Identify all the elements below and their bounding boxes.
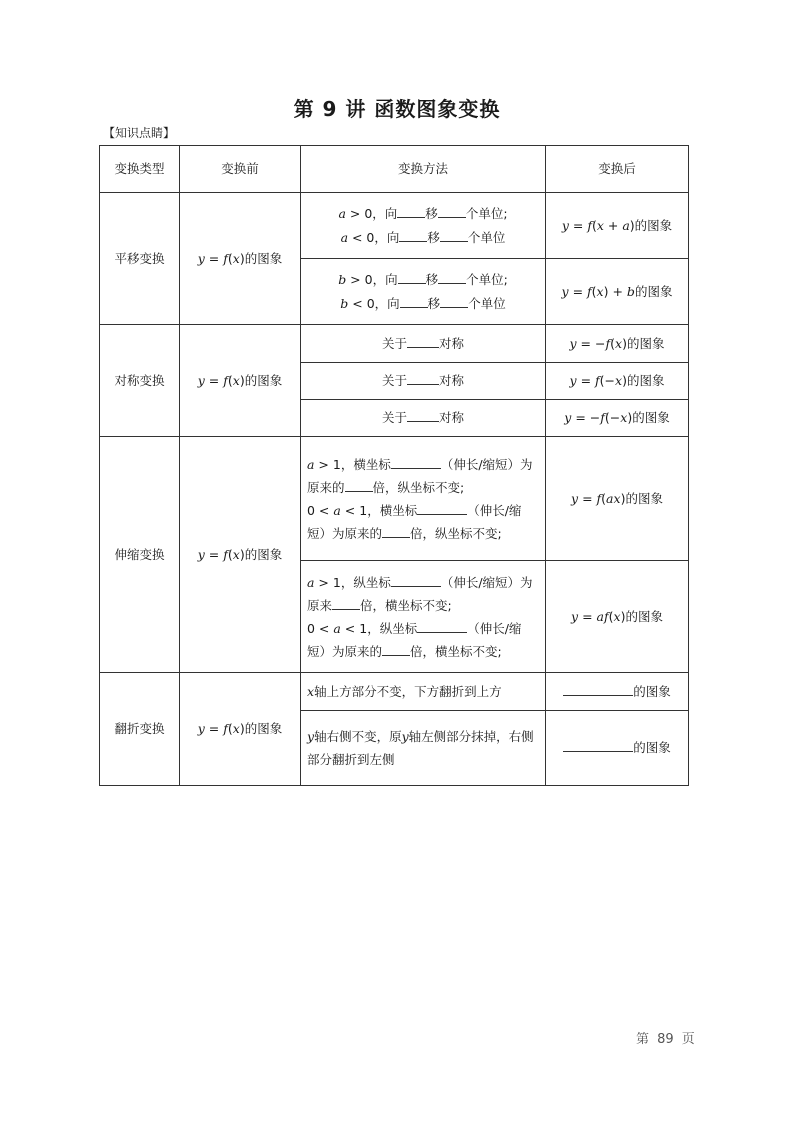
type-translation: 平移变换: [100, 193, 180, 325]
before-symmetry: y = f(x)的图象: [180, 325, 301, 437]
type-symmetry: 对称变换: [100, 325, 180, 437]
header-before: 变换前: [180, 146, 301, 193]
table-row: [100, 325, 689, 363]
after-symmetry-1: y = −f(x)的图象: [546, 325, 689, 363]
method-symmetry-2: 关于 对称: [301, 363, 546, 400]
after-symmetry-3: y = −f(−x)的图象: [546, 400, 689, 437]
method-symmetry-3: 关于 对称: [301, 400, 546, 437]
method-translation-vertical: b > 0，向 移 个单位; b < 0，向 移 个单位: [301, 259, 546, 325]
method-stretch-y: a > 1，纵坐标 （伸长/缩短）为原来 倍，横坐标不变; 0 < a < 1，纵坐标 （伸长/缩短）为原来的 倍，横坐标不变;: [301, 561, 546, 673]
after-stretch-x: y = f(ax)的图象: [546, 437, 689, 561]
header-method: 变换方法: [301, 146, 546, 193]
header-type: 变换类型: [100, 146, 180, 193]
section-label: 【知识点睛】: [103, 126, 176, 140]
method-stretch-x: a > 1，横坐标 （伸长/缩短）为原来的 倍，纵坐标不变; 0 < a < 1，横坐标 （伸长/缩短）为原来的 倍，纵坐标不变;: [301, 437, 546, 561]
type-stretch: 伸缩变换: [100, 437, 180, 673]
table-row: [100, 193, 689, 259]
method-symmetry-1: 关于 对称: [301, 325, 546, 363]
after-flip-x: 的图象: [546, 673, 689, 711]
page-title: 第 9 讲 函数图象变换: [293, 97, 501, 121]
after-translation-vertical: y = f(x) + b的图象: [546, 259, 689, 325]
header-row: [100, 146, 689, 193]
page-number: 第 89 页: [636, 1032, 695, 1047]
transform-table: [99, 145, 689, 786]
after-symmetry-2: y = f(−x)的图象: [546, 363, 689, 400]
after-translation-horizontal: y = f(x + a)的图象: [546, 193, 689, 259]
before-flip: y = f(x)的图象: [180, 673, 301, 786]
before-stretch: y = f(x)的图象: [180, 437, 301, 673]
table-row: [100, 437, 689, 561]
header-after: 变换后: [546, 146, 689, 193]
table-row: [100, 673, 689, 711]
method-flip-y: y轴右侧不变，原y轴左侧部分抹掉，右侧部分翻折到左侧: [301, 711, 546, 786]
method-flip-x: x轴上方部分不变，下方翻折到上方: [301, 673, 546, 711]
method-translation-horizontal: a > 0，向 移 个单位; a < 0，向 移 个单位: [301, 193, 546, 259]
before-translation: y = f(x)的图象: [180, 193, 301, 325]
type-flip: 翻折变换: [100, 673, 180, 786]
after-stretch-y: y = af(x)的图象: [546, 561, 689, 673]
after-flip-y: 的图象: [546, 711, 689, 786]
